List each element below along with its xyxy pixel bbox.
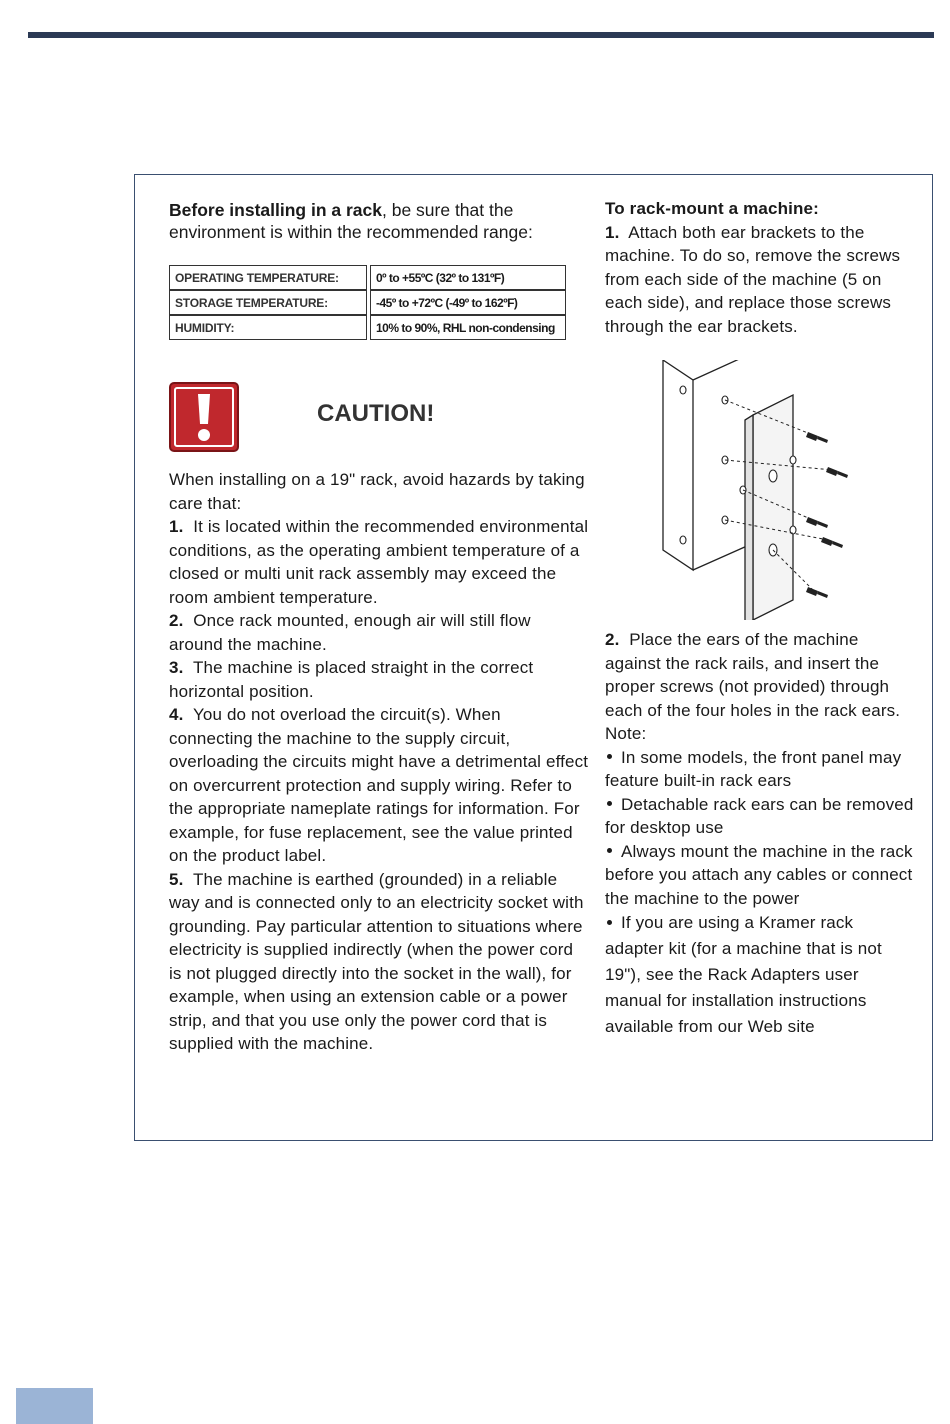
- item-text: It is located within the recommended environmental conditions, as the operating ambient temperature of a closed or multi unit rack assembly may exceed the room ambient temperature.: [169, 517, 589, 607]
- step-2: [605, 628, 915, 722]
- table-row: [169, 265, 566, 290]
- caution-header: [169, 382, 589, 454]
- bullet-icon: [607, 754, 612, 759]
- right-column: [605, 197, 915, 1040]
- list-item: [169, 656, 589, 703]
- list-item: [169, 703, 589, 868]
- list-item: [169, 868, 589, 1056]
- table-cell-label: STORAGE TEMPERATURE:: [169, 290, 367, 315]
- note-text: Detachable rack ears can be removed for desktop use: [605, 794, 914, 837]
- bullet-icon: [607, 848, 612, 853]
- table-row: [169, 290, 566, 315]
- rack-installation-panel: [134, 174, 933, 1141]
- list-item: [605, 746, 915, 793]
- step-text: Place the ears of the machine against the rack rails, and insert the proper screws (not provided) through each of the four holes in the rack ears.: [605, 630, 901, 720]
- item-number: 3.: [169, 658, 184, 677]
- exclamation-icon: [169, 382, 239, 452]
- item-number: 5.: [169, 869, 184, 889]
- caution-body: [169, 468, 589, 1056]
- list-item: [605, 910, 915, 1040]
- table-cell-value: 0º to +55ºC (32º to 131ºF): [370, 265, 566, 290]
- caution-title: CAUTION!: [317, 400, 435, 427]
- note-text: Always mount the machine in the rack before you attach any cables or connect the machine to the power: [605, 841, 913, 908]
- step-number: 1.: [605, 222, 620, 242]
- step-number: 2.: [605, 630, 620, 649]
- environment-intro: [169, 199, 589, 243]
- rack-mount-title: To rack-mount a machine:: [605, 199, 819, 218]
- item-number: 1.: [169, 517, 184, 536]
- table-cell-label: HUMIDITY:: [169, 315, 367, 340]
- list-item: [169, 515, 589, 609]
- item-text: The machine is placed straight in the correct horizontal position.: [169, 658, 534, 701]
- environment-table: [166, 265, 569, 340]
- table-cell-value: 10% to 90%, RHL non-condensing: [370, 315, 566, 340]
- page-tab: [16, 1388, 93, 1424]
- rack-ear-bracket-illustration: [653, 360, 903, 620]
- item-number: 4.: [169, 705, 184, 724]
- bullet-icon: [607, 920, 612, 925]
- item-text: The machine is earthed (grounded) in a reliable way and is connected only to an electricity socket with grounding. Pay particular attention to situations where electricity is supplied indirectly (when the power cord is not plugged directly into the socket in the wall), for example, when using an extension cable or a power strip, and that you use only the power cord that is supplied with the machine.: [169, 869, 584, 1053]
- left-column: [169, 199, 589, 1056]
- table-cell-value: -45º to +72ºC (-49º to 162ºF): [370, 290, 566, 315]
- table-cell-label: OPERATING TEMPERATURE:: [169, 265, 367, 290]
- item-text: You do not overload the circuit(s). When connecting the machine to the supply circuit, overloading the circuits might have a detrimental effect on overcurrent protection and supply wiring. Refer to the appropriate nameplate ratings for information. For example, for fuse replacement, see the value printed on the product label.: [169, 705, 589, 865]
- item-number: 2.: [169, 611, 184, 630]
- step-text: Attach both ear brackets to the machine. To do so, remove the screws from each side of the machine (5 on each side), and replace those screws through the ear brackets.: [605, 222, 901, 336]
- intro-text: , be sure that the environment is within the recommended range:: [169, 200, 533, 242]
- note-text: In some models, the front panel may feature built-in rack ears: [605, 747, 902, 790]
- intro-bold: Before installing in a rack: [169, 200, 382, 220]
- list-item: [605, 840, 915, 911]
- list-item: [605, 793, 915, 840]
- bullet-icon: [607, 801, 612, 806]
- item-text: Once rack mounted, enough air will still flow around the machine.: [169, 611, 531, 654]
- header-rule: [28, 32, 934, 38]
- note-label: Note:: [605, 724, 647, 743]
- list-item: [169, 609, 589, 656]
- table-row: [169, 315, 566, 340]
- step-1: [605, 221, 915, 339]
- note-text: If you are using a Kramer rack adapter kit (for a machine that is not 19"), see the Rack Adapters user manual for installation instructions available from our Web site: [605, 913, 882, 1036]
- caution-lead: When installing on a 19" rack, avoid hazards by taking care that:: [169, 470, 585, 513]
